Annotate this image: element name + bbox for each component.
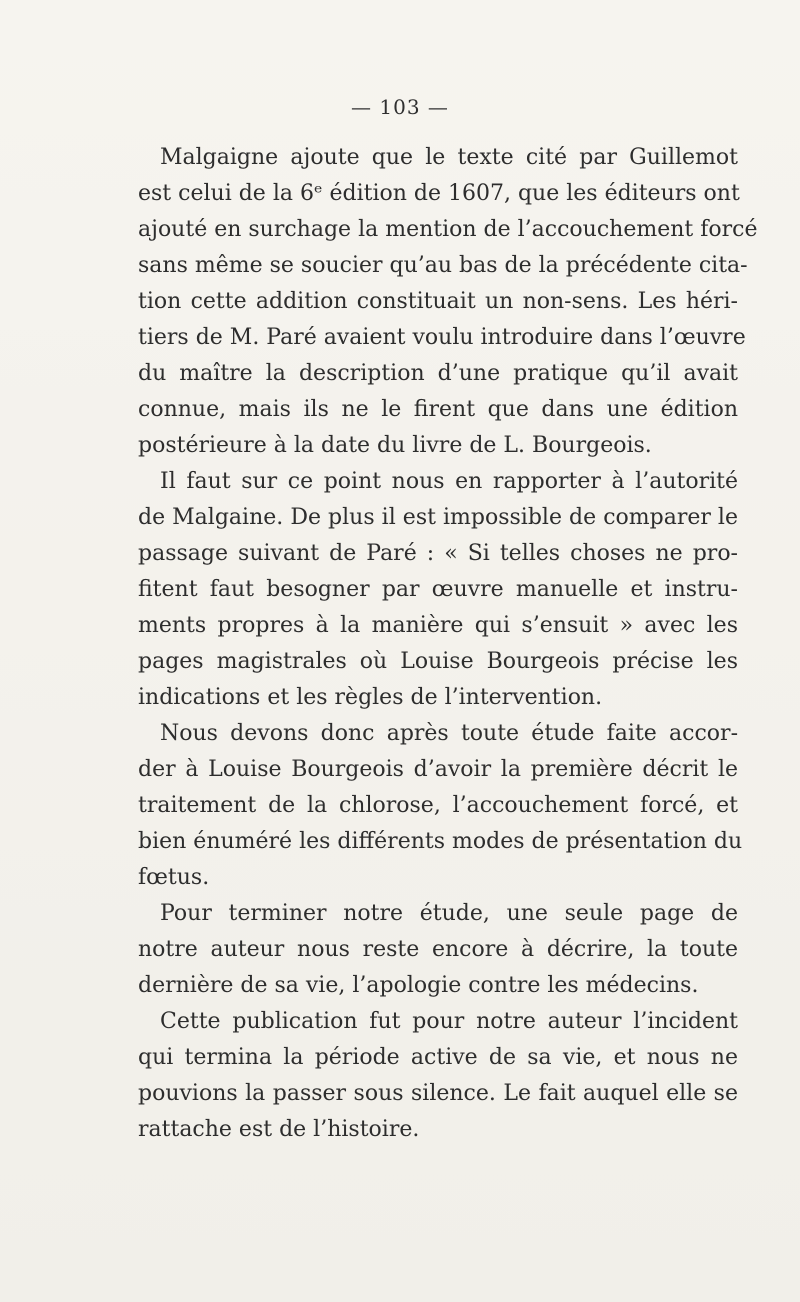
text-line: ments propres à la manière qui s’ensuit » avec les bbox=[138, 613, 738, 638]
body-text bbox=[138, 140, 758, 1148]
text-line: tion cette addition constituait un non-sens. Les héri- bbox=[138, 289, 738, 314]
text-line: rattache est de l’histoire. bbox=[138, 1117, 420, 1142]
text-line: pages magistrales où Louise Bourgeois précise les bbox=[138, 649, 738, 674]
text-line: qui termina la période active de sa vie, et nous ne bbox=[138, 1045, 738, 1070]
text-line: der à Louise Bourgeois d’avoir la première décrit le bbox=[138, 757, 738, 782]
text-line: traitement de la chlorose, l’accouchement forcé, et bbox=[138, 793, 738, 818]
text-line: dernière de sa vie, l’apologie contre les médecins. bbox=[138, 973, 699, 998]
text-line: Il faut sur ce point nous en rapporter à l’autorité bbox=[160, 469, 738, 494]
text-line: indications et les règles de l’intervention. bbox=[138, 685, 603, 710]
text-line: Pour terminer notre étude, une seule page de bbox=[160, 901, 738, 926]
text-line: pouvions la passer sous silence. Le fait auquel elle se bbox=[138, 1081, 738, 1106]
text-line: connue, mais ils ne le firent que dans une édition bbox=[138, 397, 738, 422]
text-line: sans même se soucier qu’au bas de la précédente cita- bbox=[138, 253, 748, 278]
text-line: de Malgaine. De plus il est impossible de comparer le bbox=[138, 505, 738, 530]
text-line: Cette publication fut pour notre auteur l’incident bbox=[160, 1009, 738, 1034]
text-line: Malgaigne ajoute que le texte cité par Guillemot bbox=[160, 145, 738, 170]
text-line: tiers de M. Paré avaient voulu introduire dans l’œuvre bbox=[138, 325, 746, 350]
text-line: du maître la description d’une pratique qu’il avait bbox=[138, 361, 738, 386]
text-line: postérieure à la date du livre de L. Bourgeois. bbox=[138, 433, 652, 458]
text-line: bien énuméré les différents modes de présentation du bbox=[138, 829, 743, 854]
text-line: notre auteur nous reste encore à décrire, la toute bbox=[138, 937, 738, 962]
page-number-header: — 103 — bbox=[351, 95, 449, 119]
text-line: Nous devons donc après toute étude faite accor- bbox=[160, 721, 738, 746]
text-line: ajouté en surchage la mention de l’accouchement forcé bbox=[138, 217, 758, 242]
text-line: passage suivant de Paré : « Si telles choses ne pro- bbox=[138, 541, 738, 566]
text-line: est celui de la 6ᵉ édition de 1607, que les éditeurs ont bbox=[138, 181, 740, 206]
text-line: fœtus. bbox=[138, 865, 210, 890]
text-line: fitent faut besogner par œuvre manuelle et instru- bbox=[138, 577, 738, 602]
